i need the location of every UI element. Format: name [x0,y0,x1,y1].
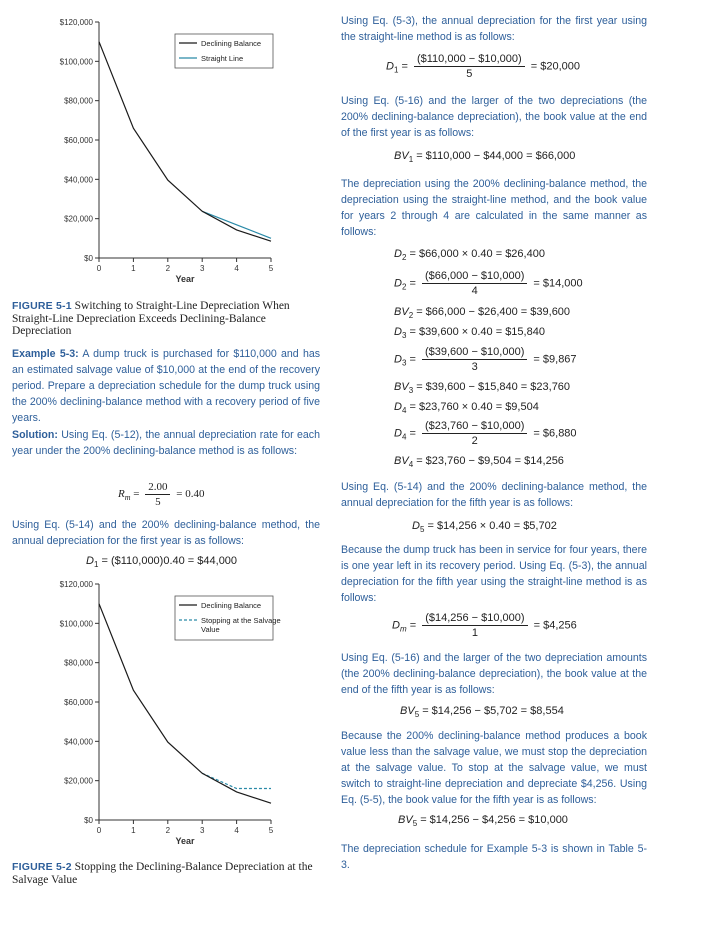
eq-bv5a-rhs: = $14,256 − $5,702 = $8,554 [422,705,564,717]
figure-5-2-text: Stopping the Declining-Balance Depreciation at the Salvage Value [12,861,313,886]
right-paragraph-6: Using Eq. (5-16) and the larger of the two depreciation amounts (the 200% declining-balance depreciation), the book value at the end of the fifth year is as follows: [341,652,647,696]
eq-rm-equals: = [133,488,140,501]
y-tick-label: $100,000 [59,619,93,629]
y-tick-label: $60,000 [64,698,93,707]
legend-label: Value [201,625,220,634]
eq-rm-fraction [145,481,170,508]
eq-d4sl-sub: 4 [401,432,407,442]
eq-bv3-symbol: BV [394,381,409,393]
equation-bv5b [398,814,568,828]
eq-bv4-sub: 4 [408,460,414,470]
x-axis-label: Year [175,836,195,846]
eq-bv3-rhs: = $39,600 − $15,840 = $23,760 [416,381,571,393]
eq-d3-sub: 3 [401,331,407,341]
eq-d4sl-num: ($23,760 − $10,000) [422,420,527,434]
solution-paragraph [12,427,320,459]
eq-bv2-symbol: BV [394,306,409,318]
x-tick-label: 2 [165,826,171,835]
eq-d1-sub: 1 [93,560,99,570]
x-tick-label: 3 [199,264,205,273]
figure-5-1-text: Switching to Straight-Line Depreciation When Straight-Line Depreciation Exceeds Declining-Balance Depreciation [12,300,290,337]
legend-label: Straight Line [201,54,244,63]
series-line [202,211,271,238]
eq-dm-rhs: = $4,256 [533,619,577,632]
eq-d1sl-num: ($110,000 − $10,000) [414,53,525,67]
eq-d2-symbol: D [394,248,402,260]
y-tick-label: $100,000 [59,57,93,67]
eq-d3sl-num: ($39,600 − $10,000) [422,346,527,360]
equation-bv3 [394,381,570,395]
x-tick-label: 3 [199,826,205,835]
y-tick-label: $20,000 [64,214,93,224]
right-paragraph-3: The depreciation using the 200% declining-balance method, the depreciation using the straight-line method, and the book value for years 2 through 4 are calculated in the same manner as follows: [341,178,647,238]
eq-d4sl-fraction [422,420,527,447]
eq-d5-sub: 5 [419,525,425,535]
equation-d1-db [86,555,237,569]
equation-rm [118,481,204,508]
equation-d3-sl [394,346,577,373]
eq-bv4-rhs: = $23,760 − $9,504 = $14,256 [416,455,564,467]
eq-bv5b-symbol: BV [398,814,413,826]
eq-d4sl-equals: = [409,427,416,440]
y-tick-label: $80,000 [64,658,93,668]
eq-bv2-sub: 2 [408,311,414,321]
y-tick-label: $0 [84,816,93,825]
eq-d1sl-sub: 1 [393,65,399,75]
equation-bv2 [394,306,570,320]
solution-label: Solution: [12,429,58,441]
eq-bv5b-rhs: = $14,256 − $4,256 = $10,000 [420,814,568,826]
x-tick-label: 0 [96,826,102,835]
figure-5-2-label: FIGURE 5-2 [12,861,72,873]
eq-d2sl-num: ($66,000 − $10,000) [422,270,527,284]
eq-d1sl-den: 5 [466,68,473,80]
eq-d5-rhs: = $14,256 × 0.40 = $5,702 [427,520,557,532]
x-tick-label: 4 [234,826,239,835]
eq-d2sl-fraction [422,270,527,297]
eq-d1-symbol: D [86,555,94,567]
figure-5-1-chart [10,10,310,285]
equation-d4-sl [394,420,577,447]
eq-d4sl-rhs: = $6,880 [533,427,577,440]
figure-5-1-caption [12,300,322,338]
legend-label: Stopping at the Salvage [201,616,281,625]
x-tick-label: 1 [131,826,136,835]
eq-d4sl-den: 2 [471,435,478,447]
equation-d1-sl [386,53,580,80]
right-paragraph-1: Using Eq. (5-3), the annual depreciation for the first year using the straight-line method is as follows: [341,15,647,43]
chart-5-1-svg [10,10,310,285]
y-tick-label: $60,000 [64,136,93,145]
x-tick-label: 0 [96,264,102,273]
y-tick-label: $40,000 [64,737,93,747]
y-tick-label: $120,000 [59,580,93,589]
figure-5-1-label: FIGURE 5-1 [12,300,72,312]
chart-5-2-svg [10,572,310,847]
eq-d3sl-symbol: D [394,353,402,366]
y-tick-label: $40,000 [64,175,93,185]
x-tick-label: 4 [234,264,239,273]
eq-d1sl-equals: = [401,60,408,73]
right-paragraph-2: Using Eq. (5-16) and the larger of the two depreciations (the 200% declining-balance depreciation), the book value at the end of the first year is as follows: [341,95,647,139]
paragraph-first-year-db: Using Eq. (5-14) and the 200% declining-balance method, the annual depreciation for the first year is as follows: [12,519,320,547]
eq-d1sl-rhs: = $20,000 [530,60,580,73]
eq-bv5a-sub: 5 [414,710,420,720]
eq-dm-num: ($14,256 − $10,000) [422,612,527,626]
eq-dm-sub: m [399,624,407,634]
equation-bv5a [400,705,564,719]
figure-5-2-caption [12,861,322,886]
eq-d2sl-den: 4 [471,285,478,297]
solution-body: Using Eq. (5-12), the annual depreciation rate for each year under the 200% declining-balance method is as follows: [12,429,320,457]
y-tick-label: $120,000 [59,18,93,27]
eq-d3sl-den: 3 [471,361,478,373]
eq-rm-symbol: R [118,488,125,501]
eq-rm-den: 5 [155,496,161,508]
series-line [202,773,271,788]
eq-d4-symbol: D [394,401,402,413]
equation-d5 [412,520,557,534]
eq-d3sl-rhs: = $9,867 [533,353,577,366]
eq-d4sl-symbol: D [394,427,402,440]
eq-rm-sub: m [124,493,131,503]
right-paragraph-4: Using Eq. (5-14) and the 200% declining-balance method, the annual depreciation for the fifth year is as follows: [341,481,647,509]
eq-d4-rhs: = $23,760 × 0.40 = $9,504 [409,401,539,413]
y-tick-label: $80,000 [64,96,93,106]
eq-bv3-sub: 3 [408,386,414,396]
eq-bv4-symbol: BV [394,455,409,467]
eq-rm-rhs: = 0.40 [176,488,205,501]
right-paragraph-7: Because the 200% declining-balance method produces a book value less than the salvage value, we must stop the depreciation at the salvage value. To stop at the salvage value, we must switch to straight-line depreciation and depreciate $4,256. Using Eq. (5-5), the book value for the fifth year is as follows: [341,730,647,806]
equation-d2-sl [394,270,583,297]
eq-d1-rhs: = ($110,000)0.40 = $44,000 [101,555,238,567]
example-label: Example 5-3: [12,348,79,360]
equation-bv4 [394,455,564,469]
eq-rm-num: 2.00 [145,481,170,495]
right-paragraph-8: The depreciation schedule for Example 5-3 is shown in Table 5-3. [341,843,647,871]
eq-d2-rhs: = $66,000 × 0.40 = $26,400 [409,248,545,260]
equation-d3 [394,326,545,340]
eq-dm-equals: = [409,619,417,632]
equation-bv1 [394,150,575,164]
equation-d4 [394,401,539,415]
x-tick-label: 5 [268,826,274,835]
x-axis-label: Year [175,274,195,284]
eq-d2sl-rhs: = $14,000 [533,277,583,290]
x-tick-label: 1 [131,264,136,273]
eq-bv1-rhs: = $110,000 − $44,000 = $66,000 [416,150,576,162]
eq-d2sl-symbol: D [394,277,402,290]
eq-d3sl-sub: 3 [401,358,407,368]
x-tick-label: 5 [268,264,274,273]
legend-label: Declining Balance [201,601,262,610]
eq-bv2-rhs: = $66,000 − $26,400 = $39,600 [416,306,571,318]
eq-d4-sub: 4 [401,406,407,416]
eq-dm-symbol: D [392,619,400,632]
eq-dm-fraction [422,612,527,639]
equation-dm [392,612,577,639]
eq-d2-sub: 2 [401,253,407,263]
eq-dm-den: 1 [471,627,478,639]
eq-d1sl-fraction [414,53,525,80]
eq-d3sl-equals: = [409,353,416,366]
legend-label: Declining Balance [201,39,262,48]
example-body: A dump truck is purchased for $110,000 and has an estimated salvage value of $10,000 at the end of the recovery period. Prepare a depreciation schedule for the dump truck using the 200% declining-balance method with a recovery period of five years. [12,348,321,424]
eq-d5-symbol: D [412,520,420,532]
y-tick-label: $20,000 [64,776,93,786]
eq-d2sl-equals: = [409,277,416,290]
eq-d3-rhs: = $39,600 × 0.40 = $15,840 [409,326,545,338]
eq-bv1-sub: 1 [408,155,414,165]
eq-bv5a-symbol: BV [400,705,415,717]
eq-bv5b-sub: 5 [412,819,418,829]
figure-5-2-chart [10,572,310,847]
equation-d2 [394,248,545,262]
eq-d3-symbol: D [394,326,402,338]
eq-d3sl-fraction [422,346,527,373]
y-tick-label: $0 [84,254,93,263]
eq-d2sl-sub: 2 [401,282,407,292]
eq-bv1-symbol: BV [394,150,409,162]
series-line [99,42,271,242]
right-paragraph-5: Because the dump truck has been in service for four years, there is one year left in its recovery period. Using Eq. (5-3), the annual depreciation for the fifth year using the straight-line method is as follows: [341,544,647,604]
eq-d1sl-symbol: D [386,60,394,73]
x-tick-label: 2 [165,264,171,273]
example-paragraph [12,346,320,426]
